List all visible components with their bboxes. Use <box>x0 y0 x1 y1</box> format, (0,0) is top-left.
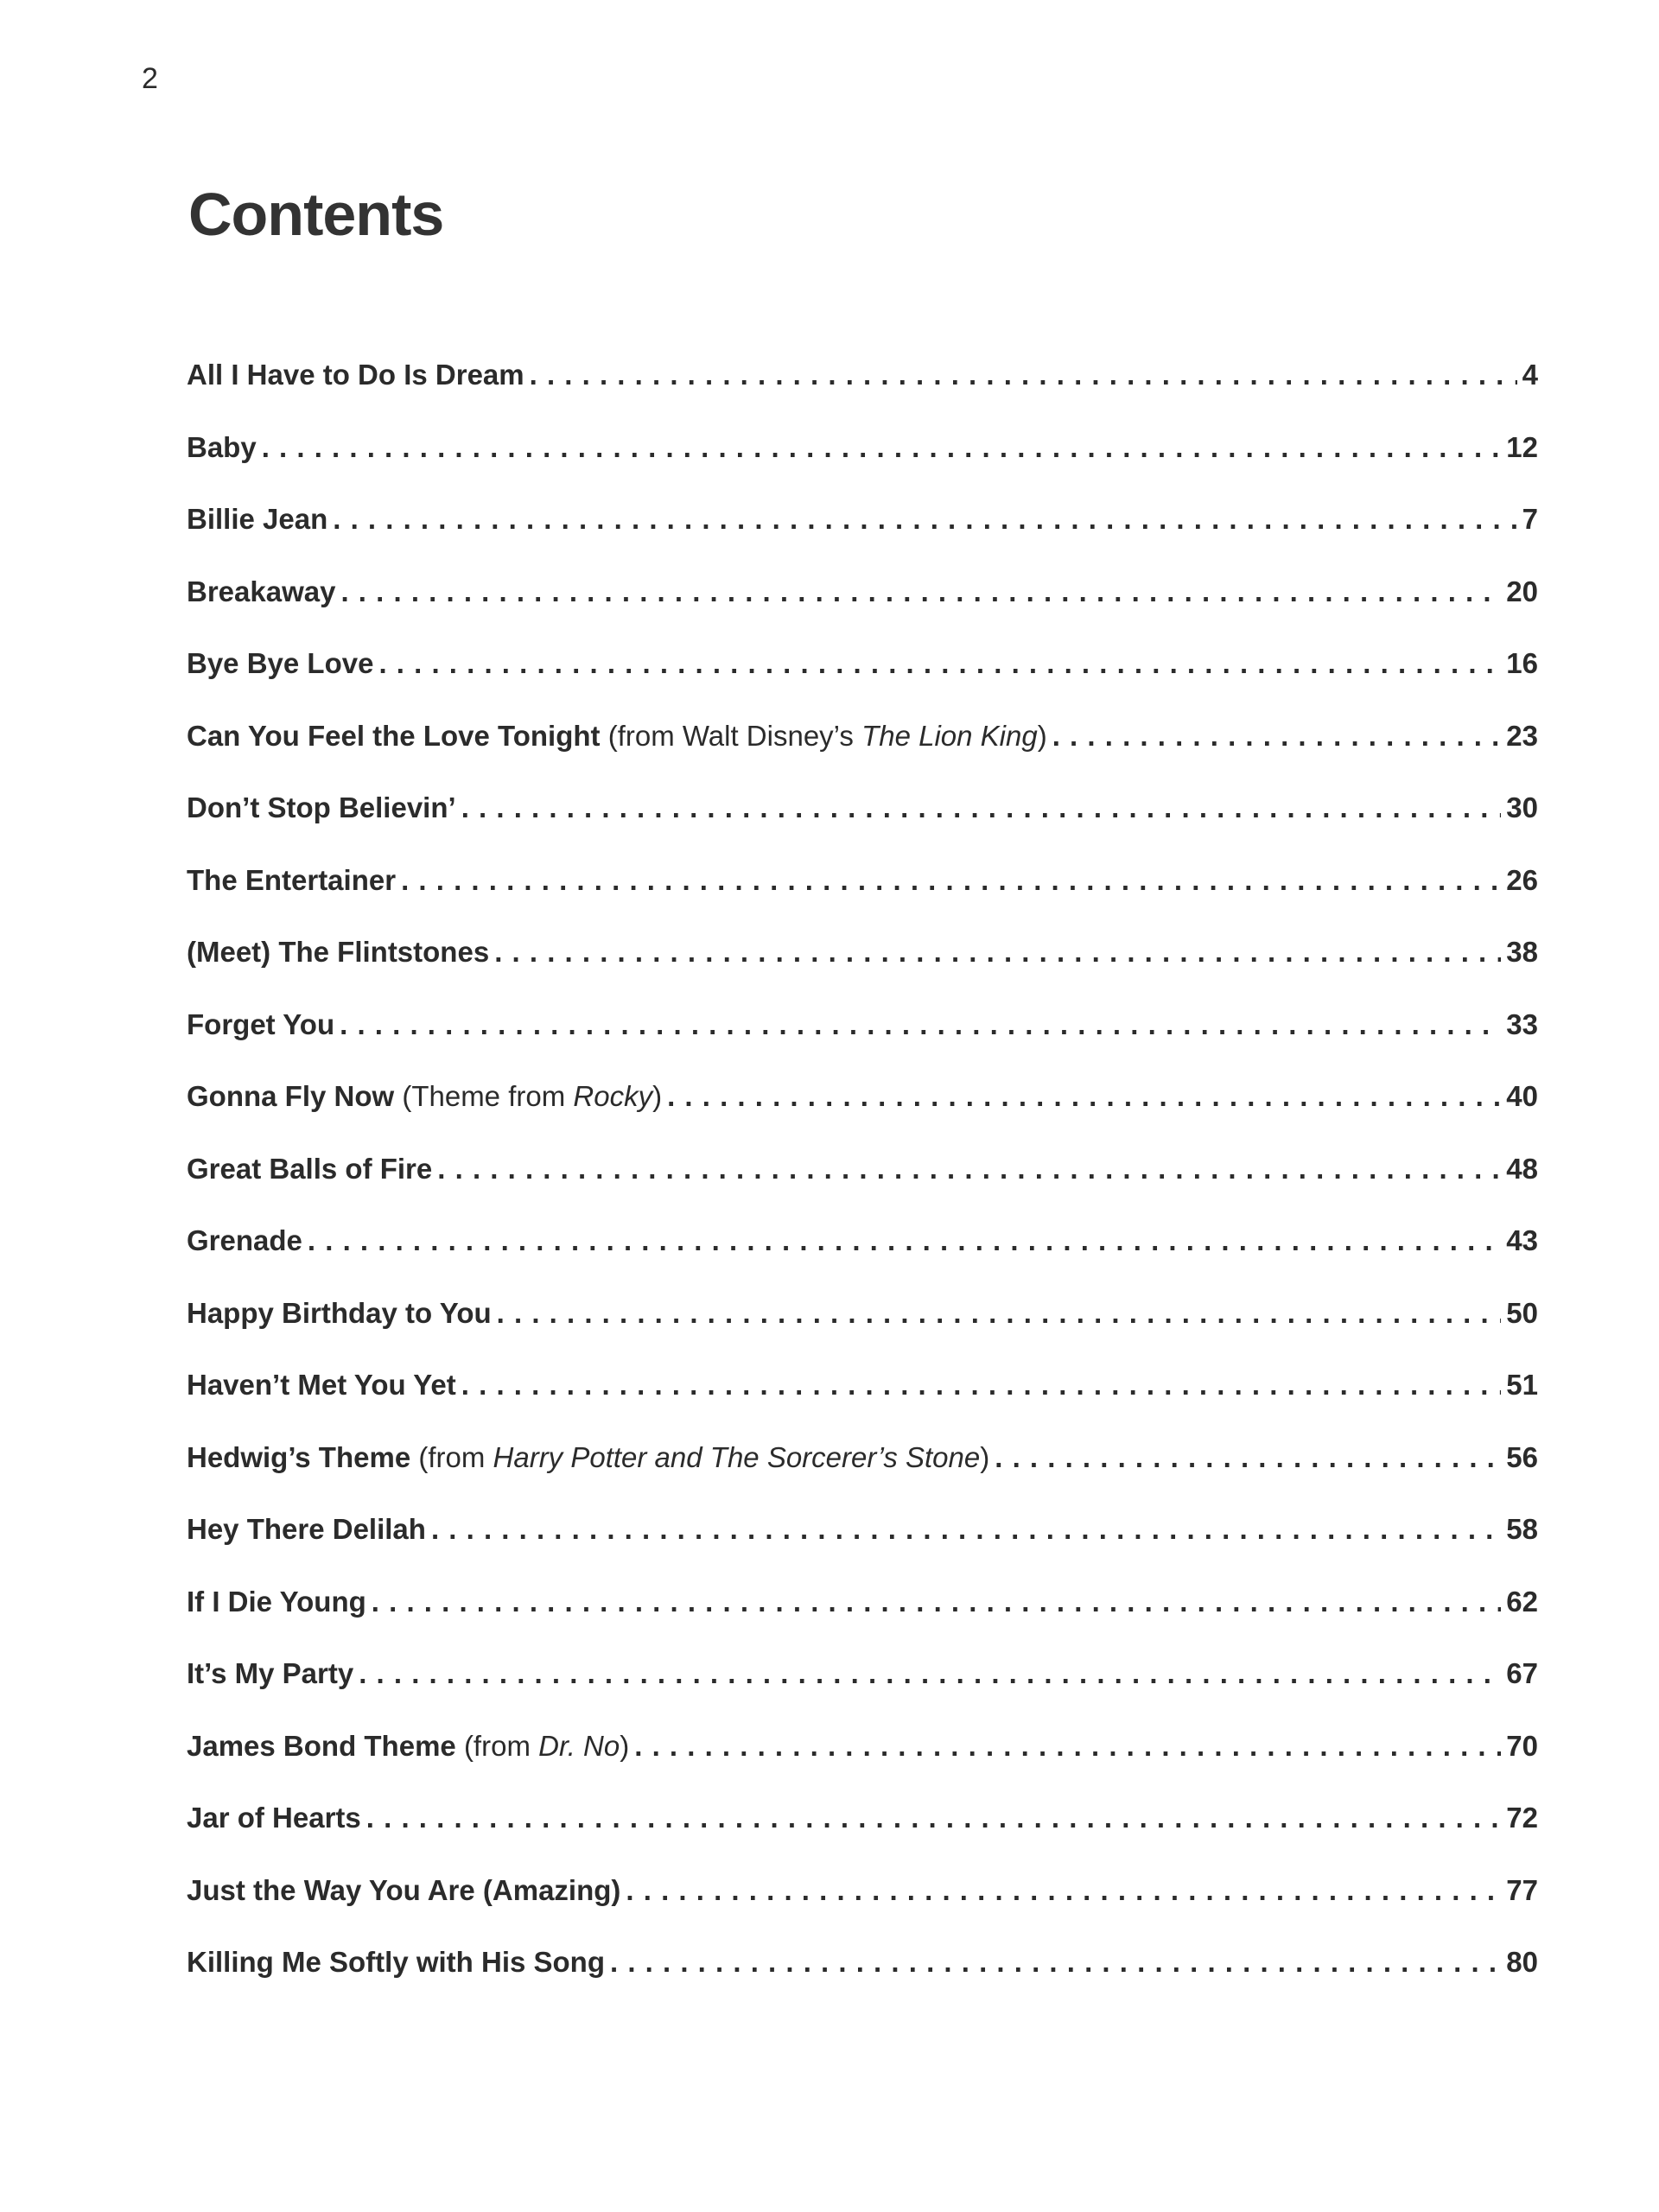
song-note <box>418 1441 989 1473</box>
toc-entry[interactable] <box>187 1224 1538 1297</box>
song-title: Hedwig’s Theme <box>187 1440 411 1473</box>
table-of-contents <box>187 359 1538 2018</box>
page-ref: 30 <box>1506 791 1538 823</box>
song-title: Just the Way You Are (Amazing) <box>187 1873 621 1906</box>
note-italic: Rocky <box>573 1080 653 1112</box>
entry-text <box>187 575 335 608</box>
toc-entry[interactable] <box>187 1080 1538 1153</box>
song-title: Grenade <box>187 1224 302 1256</box>
note-suffix: ) <box>652 1080 663 1112</box>
note-italic: The Lion King <box>861 719 1038 752</box>
entry-text <box>187 1874 620 1907</box>
song-title: Bye Bye Love <box>187 647 374 679</box>
song-title: If I Die Young <box>187 1585 366 1618</box>
toc-entry[interactable] <box>187 1802 1538 1874</box>
page-ref: 77 <box>1506 1873 1538 1906</box>
page-ref: 26 <box>1506 863 1538 896</box>
dot-leader <box>262 431 1502 464</box>
toc-entry[interactable] <box>187 575 1538 648</box>
song-title: It’s My Party <box>187 1657 354 1689</box>
dot-leader <box>437 1153 1501 1185</box>
entry-text <box>187 791 456 824</box>
song-title: Happy Birthday to You <box>187 1296 492 1329</box>
toc-entry[interactable] <box>187 1946 1538 2018</box>
entry-text <box>187 503 327 536</box>
page-ref: 23 <box>1506 719 1538 752</box>
toc-entry[interactable] <box>187 1153 1538 1225</box>
entry-text <box>187 431 257 464</box>
note-suffix: ) <box>1037 719 1047 752</box>
toc-entry[interactable] <box>187 431 1538 504</box>
toc-entry[interactable] <box>187 864 1538 937</box>
toc-entry[interactable] <box>187 1657 1538 1730</box>
dot-leader <box>340 575 1501 608</box>
page-ref: 50 <box>1506 1296 1538 1329</box>
song-title: Breakaway <box>187 575 336 607</box>
entry-text <box>187 720 1047 753</box>
song-title: The Entertainer <box>187 863 397 896</box>
dot-leader <box>431 1513 1501 1546</box>
song-title: Can You Feel the Love Tonight <box>187 719 601 752</box>
toc-entry[interactable] <box>187 359 1538 431</box>
dot-leader <box>378 647 1501 680</box>
entry-text <box>187 864 396 897</box>
song-note <box>464 1730 629 1762</box>
dot-leader <box>461 791 1502 824</box>
note-italic: Harry Potter and The Sorcerer’s Stone <box>493 1440 981 1473</box>
dot-leader <box>372 1586 1502 1618</box>
song-title: Gonna Fly Now <box>187 1080 395 1112</box>
dot-leader <box>995 1441 1501 1474</box>
entry-text <box>187 647 373 680</box>
page-ref: 70 <box>1506 1729 1538 1762</box>
note-prefix: (Theme from <box>402 1080 574 1112</box>
song-title: Killing Me Softly with His Song <box>187 1946 605 1978</box>
song-title: Billie Jean <box>187 503 328 535</box>
entry-text <box>187 1297 492 1330</box>
page-ref: 33 <box>1506 1007 1538 1040</box>
page-ref: 43 <box>1506 1224 1538 1256</box>
toc-entry[interactable] <box>187 1008 1538 1081</box>
toc-entry[interactable] <box>187 1369 1538 1441</box>
dot-leader <box>461 1369 1502 1402</box>
song-title: James Bond Theme <box>187 1729 456 1762</box>
toc-entry[interactable] <box>187 791 1538 864</box>
entry-text <box>187 936 489 969</box>
dot-leader <box>340 1008 1501 1041</box>
song-note <box>402 1080 662 1112</box>
page-ref: 56 <box>1506 1440 1538 1473</box>
page-number: 2 <box>142 62 158 95</box>
song-title: (Meet) The Flintstones <box>187 936 490 968</box>
dot-leader <box>401 864 1501 897</box>
note-suffix: ) <box>620 1729 630 1762</box>
song-title: All I Have to Do Is Dream <box>187 359 524 391</box>
page-ref: 20 <box>1506 575 1538 607</box>
entry-text <box>187 359 524 391</box>
page-ref: 4 <box>1522 359 1538 391</box>
dot-leader <box>497 1297 1502 1330</box>
toc-entry[interactable] <box>187 1874 1538 1947</box>
song-title: Jar of Hearts <box>187 1802 361 1834</box>
page-ref: 16 <box>1506 647 1538 679</box>
page-ref: 7 <box>1522 503 1538 535</box>
entry-text <box>187 1153 432 1185</box>
page-ref: 12 <box>1506 430 1538 463</box>
dot-leader <box>1052 720 1502 753</box>
song-title: Great Balls of Fire <box>187 1152 433 1185</box>
page-title: Contents <box>188 181 444 248</box>
page-ref: 80 <box>1506 1946 1538 1978</box>
entry-text <box>187 1946 605 1979</box>
song-title: Baby <box>187 430 257 463</box>
note-suffix: ) <box>980 1440 990 1473</box>
song-note <box>608 720 1047 752</box>
dot-leader <box>359 1657 1501 1690</box>
entry-text <box>187 1080 662 1113</box>
dot-leader <box>610 1946 1501 1979</box>
page-ref: 51 <box>1506 1369 1538 1401</box>
toc-entry[interactable] <box>187 647 1538 720</box>
page-ref: 38 <box>1506 936 1538 968</box>
toc-entry[interactable] <box>187 936 1538 1008</box>
toc-entry[interactable] <box>187 1297 1538 1370</box>
entry-text <box>187 1657 353 1690</box>
note-prefix: (from <box>418 1440 493 1473</box>
song-title: Hey There Delilah <box>187 1513 426 1545</box>
dot-leader <box>308 1224 1501 1257</box>
toc-entry[interactable] <box>187 1513 1538 1586</box>
dot-leader <box>494 936 1501 969</box>
page-ref: 72 <box>1506 1802 1538 1834</box>
entry-text <box>187 1586 366 1618</box>
entry-text <box>187 1730 629 1763</box>
dot-leader <box>333 503 1516 536</box>
page-ref: 67 <box>1506 1657 1538 1689</box>
page-ref: 58 <box>1506 1513 1538 1545</box>
entry-text <box>187 1441 989 1474</box>
toc-entry[interactable] <box>187 1730 1538 1802</box>
song-title: Don’t Stop Believin’ <box>187 791 456 823</box>
entry-text <box>187 1802 361 1834</box>
toc-entry[interactable] <box>187 1586 1538 1658</box>
toc-entry[interactable] <box>187 720 1538 792</box>
page-ref: 40 <box>1506 1080 1538 1112</box>
page-ref: 62 <box>1506 1585 1538 1618</box>
song-title: Haven’t Met You Yet <box>187 1369 456 1401</box>
toc-entry[interactable] <box>187 503 1538 575</box>
entry-text <box>187 1224 302 1257</box>
note-prefix: (from Walt Disney’s <box>607 719 862 752</box>
page-ref: 48 <box>1506 1152 1538 1185</box>
note-prefix: (from <box>463 1729 539 1762</box>
dot-leader <box>530 359 1517 391</box>
dot-leader <box>366 1802 1502 1834</box>
dot-leader <box>626 1874 1501 1907</box>
toc-entry[interactable] <box>187 1441 1538 1514</box>
entry-text <box>187 1369 456 1402</box>
entry-text <box>187 1008 334 1041</box>
song-title: Forget You <box>187 1007 335 1040</box>
note-italic: Dr. No <box>538 1729 620 1762</box>
dot-leader <box>667 1080 1501 1113</box>
dot-leader <box>634 1730 1501 1763</box>
entry-text <box>187 1513 426 1546</box>
